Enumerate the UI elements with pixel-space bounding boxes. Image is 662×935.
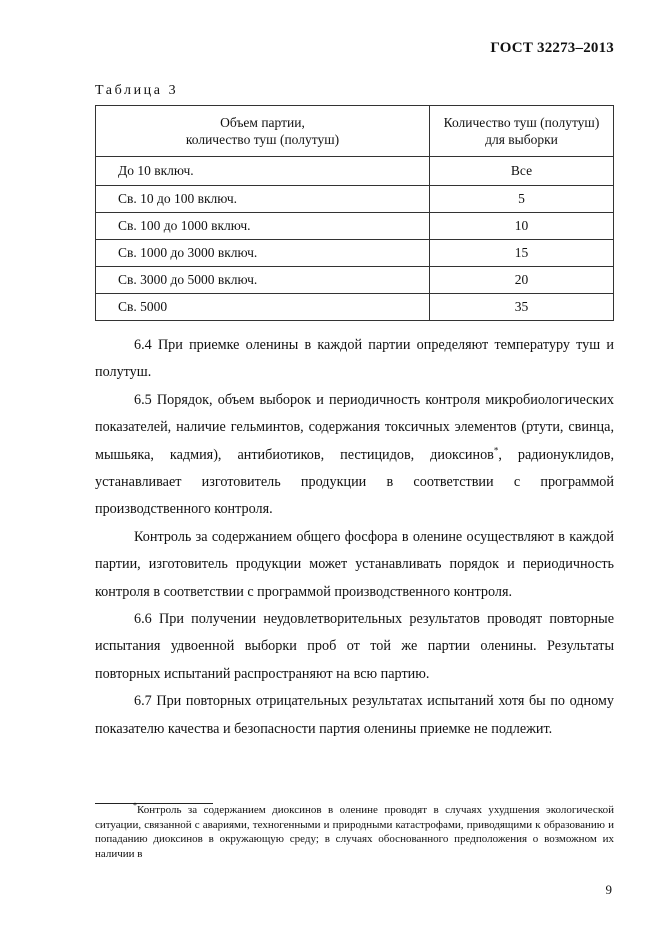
table-caption: Таблица 3	[95, 83, 179, 98]
column-header-lot-size-line2: количество туш (полутуш)	[185, 132, 340, 147]
table-cell-sample-size: Все	[430, 157, 614, 186]
table-row	[96, 186, 614, 213]
table-cell-sample-size: 20	[430, 267, 614, 294]
column-header-lot-size-line1: Объем партии,	[220, 115, 305, 130]
paragraph-6-5-start: 6.5 Порядок, объем выборок и периодичность контроля микробиологических показателей, наличие гельминтов, содержания токсичных элементов (ртути, свинца, мышьяка, кадмия), антибиотиков, пестицидов, диоксинов	[95, 391, 614, 463]
table-cell-lot-size: Св. 3000 до 5000 включ.	[96, 267, 430, 294]
column-header-sample-size	[430, 106, 614, 157]
table-row	[96, 240, 614, 267]
footnote-text: Контроль за содержанием диоксинов в оленине проводят в случаях ухудшения экологической ситуации, связанной с авариями, техногенными и природными катастрофами, приводящими к образованию и попаданию диоксинов в окружающую среду; в случаях обоснованного предположения о возможном их наличии в	[95, 804, 614, 860]
table-cell-lot-size: Св. 100 до 1000 включ.	[96, 213, 430, 240]
table-cell-lot-size: До 10 включ.	[96, 157, 430, 186]
column-header-sample-size-line2: для выборки	[485, 132, 558, 147]
body-text	[95, 332, 614, 743]
footnote	[95, 803, 614, 861]
table-row	[96, 157, 614, 186]
table-row	[96, 213, 614, 240]
table-header-row	[96, 106, 614, 157]
table-cell-lot-size: Св. 1000 до 3000 включ.	[96, 240, 430, 267]
paragraph-6-4: 6.4 При приемке оленины в каждой партии определяют температуру туш и полутуш.	[95, 337, 614, 381]
column-header-sample-size-line1: Количество туш (полутуш)	[443, 115, 600, 130]
sampling-table	[95, 105, 614, 321]
table-cell-sample-size: 10	[430, 213, 614, 240]
table-cell-lot-size: Св. 5000	[96, 294, 430, 321]
document-standard-number: ГОСТ 32273–2013	[490, 40, 614, 56]
table-cell-sample-size: 15	[430, 240, 614, 267]
table-row	[96, 267, 614, 294]
paragraph-6-5-end: , радионуклидов, устанавливает изготовитель продукции в соответствии с программой производственного контроля.	[95, 446, 614, 518]
paragraph-6-6: 6.6 При получении неудовлетворительных результатов проводят повторные испытания удвоенной выборки проб от той же партии оленины. Результаты повторных испытаний распространяют на всю партию.	[95, 611, 614, 682]
paragraph-phosphorus-control: Контроль за содержанием общего фосфора в оленине осуществляют в каждой партии, изготовитель продукции может устанавливать порядок и периодичность контроля в соответствии с программой производственного контроля.	[95, 528, 614, 600]
table-cell-sample-size: 35	[430, 294, 614, 321]
paragraph-6-7: 6.7 При повторных отрицательных результатах испытаний хотя бы по одному показателю качества и безопасности партия оленины приемке не подлежит.	[95, 693, 614, 737]
table-cell-lot-size: Св. 10 до 100 включ.	[96, 186, 430, 213]
table-row	[96, 294, 614, 321]
footnote-mark: *	[133, 801, 137, 811]
page-number: 9	[605, 882, 612, 897]
paragraph-6-5	[95, 387, 614, 524]
footnote-reference-mark: *	[493, 444, 499, 455]
table-cell-sample-size: 5	[430, 186, 614, 213]
column-header-lot-size	[96, 106, 430, 157]
